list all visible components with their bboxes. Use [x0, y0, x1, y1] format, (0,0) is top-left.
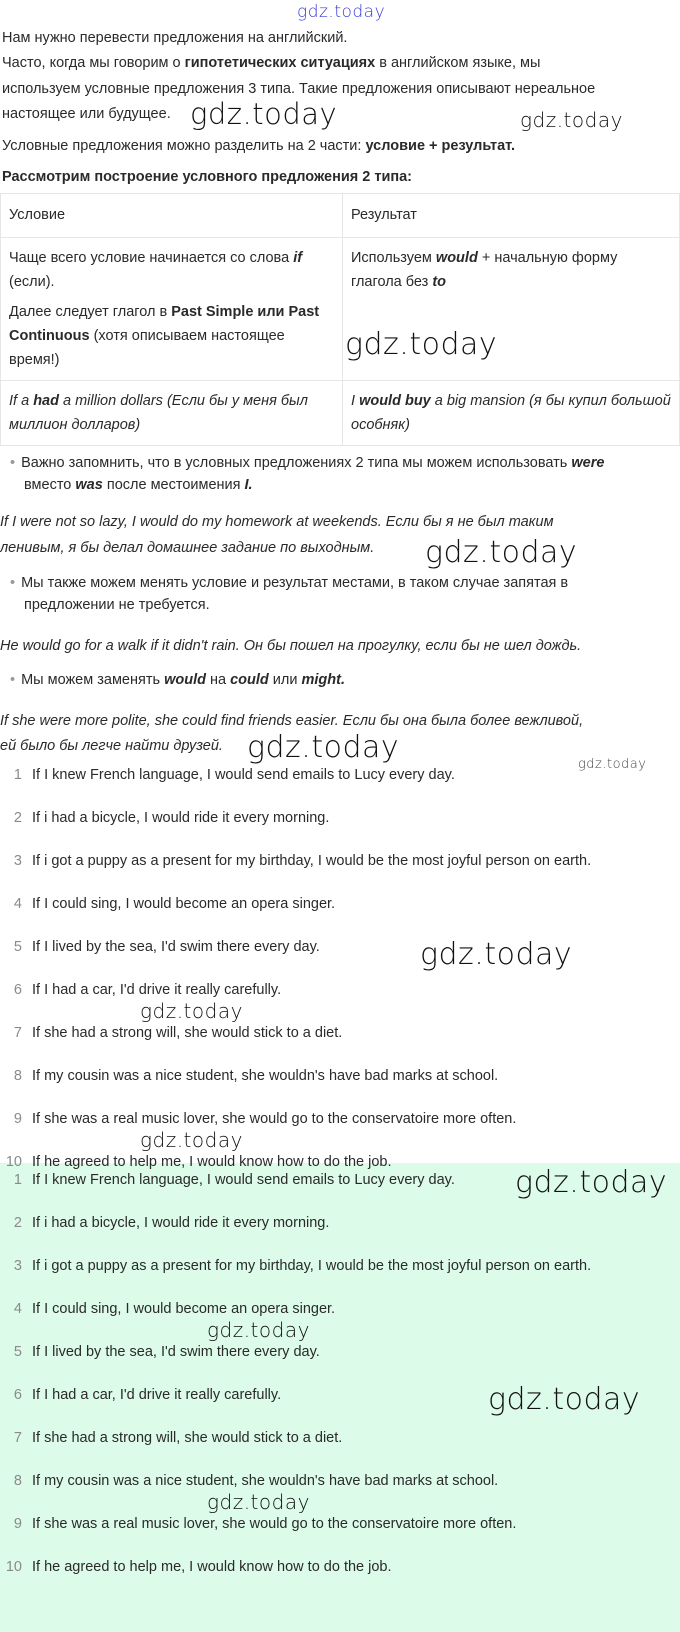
- item-text: If i got a puppy as a present for my birthday, I would be the most joyful person on earth.: [32, 1258, 592, 1274]
- result-example: I would buy a big mansion (я бы купил большой особняк): [343, 381, 680, 446]
- condition-cell: Чаще всего условие начинается со слова if (если). Далее следует глагол в Past Simple или Past Continuous (хотя описываем настоящее время!): [1, 238, 343, 381]
- list-item: [0, 851, 591, 871]
- item-number: 6: [13, 1387, 22, 1403]
- watermark: gdz.today: [297, 2, 386, 22]
- item-text: If I could sing, I would become an opera singer.: [32, 1301, 336, 1317]
- item-text: If she had a strong will, she would stick to a diet.: [32, 1025, 343, 1041]
- item-text: If i had a bicycle, I would ride it every morning.: [32, 810, 330, 826]
- example-sentence: ей было бы легче найти друзей.: [0, 738, 223, 754]
- item-text: If she had a strong will, she would stick to a diet.: [32, 1430, 343, 1446]
- intro-paragraph-line2: используем условные предложения 3 типа. Такие предложения описывают нереальное: [2, 81, 596, 97]
- item-text: If I lived by the sea, I'd swim there every day.: [32, 939, 320, 955]
- item-text: If she was a real music lover, she would go to the conservatoire more often.: [32, 1111, 517, 1127]
- item-number: 10: [5, 1154, 22, 1170]
- example-sentence: If I were not so lazy, I would do my homework at weekends. Если бы я не был таким: [0, 514, 554, 530]
- watermark: gdz.today: [207, 1318, 310, 1342]
- list-item: [0, 1342, 320, 1362]
- example-sentence: He would go for a walk if it didn't rain. Он бы пошел на прогулку, если бы не шел дождь.: [0, 638, 582, 654]
- item-number: 8: [13, 1473, 22, 1489]
- item-number: 2: [13, 1215, 22, 1231]
- list-item: [0, 1557, 392, 1577]
- intro-paragraph: Часто, когда мы говорим о гипотетических ситуациях в английском языке, мы: [2, 55, 541, 71]
- header-condition: Условие: [1, 194, 343, 238]
- list-item: [0, 894, 335, 914]
- item-text: If I had a car, I'd drive it really carefully.: [32, 1387, 282, 1403]
- watermark: gdz.today: [425, 535, 578, 570]
- rules-table: [0, 193, 680, 446]
- item-text: If I could sing, I would become an opera singer.: [32, 896, 336, 912]
- list-item: [0, 1066, 498, 1086]
- item-number: 10: [5, 1559, 22, 1575]
- list-item: [0, 1023, 342, 1043]
- item-number: 2: [13, 810, 22, 826]
- list-item: [0, 980, 281, 1000]
- item-text: If I knew French language, I would send emails to Lucy every day.: [32, 767, 455, 783]
- item-text: If he agreed to help me, I would know how to do the job.: [32, 1559, 392, 1575]
- item-number: 8: [13, 1068, 22, 1084]
- item-number: 3: [13, 1258, 22, 1274]
- item-number: 5: [13, 939, 22, 955]
- item-number: 6: [13, 982, 22, 998]
- list-item: [0, 1385, 281, 1405]
- list-item: [0, 1170, 455, 1190]
- result-cell: Используем would + начальную форму глагола без to: [343, 238, 680, 381]
- item-number: 1: [13, 1172, 22, 1188]
- list-item: [0, 1428, 342, 1448]
- item-text: If my cousin was a nice student, she wouldn's have bad marks at school.: [32, 1068, 499, 1084]
- list-item: [0, 1256, 591, 1276]
- item-number: 1: [13, 767, 22, 783]
- item-number: 4: [13, 896, 22, 912]
- parts-paragraph: Условные предложения можно разделить на 2 части: условие + результат.: [2, 138, 516, 154]
- watermark: gdz.today: [345, 327, 498, 362]
- item-number: 5: [13, 1344, 22, 1360]
- item-number: 7: [13, 1025, 22, 1041]
- watermark: gdz.today: [420, 937, 573, 972]
- item-number: 9: [13, 1516, 22, 1532]
- note-bullet: • Мы также можем менять условие и результат местами, в таком случае запятая в предложении не требуется.: [10, 575, 569, 613]
- item-text: If he agreed to help me, I would know how to do the job.: [32, 1154, 392, 1170]
- note-bullet: • Мы можем заменять would на could или might.: [10, 672, 345, 688]
- list-item: [0, 1152, 392, 1172]
- note-bullet: • Важно запомнить, что в условных предложениях 2 типа мы можем использовать were вместо was после местоимения I.: [10, 455, 605, 493]
- watermark: gdz.today: [247, 730, 400, 765]
- watermark: gdz.today: [207, 1490, 310, 1514]
- item-text: If i had a bicycle, I would ride it every morning.: [32, 1215, 330, 1231]
- list-item: [0, 1299, 335, 1319]
- item-text: If my cousin was a nice student, she wouldn's have bad marks at school.: [32, 1473, 499, 1489]
- item-number: 7: [13, 1430, 22, 1446]
- item-text: If she was a real music lover, she would go to the conservatoire more often.: [32, 1516, 517, 1532]
- example-sentence: ленивым, я бы делал домашнее задание по выходным.: [0, 540, 375, 556]
- header-result: Результат: [343, 194, 680, 238]
- item-text: If I lived by the sea, I'd swim there every day.: [32, 1344, 320, 1360]
- watermark: gdz.today: [520, 108, 623, 132]
- example-sentence: If she were more polite, she could find friends easier. Если бы она была более вежливой,: [0, 713, 584, 729]
- item-text: If I knew French language, I would send emails to Lucy every day.: [32, 1172, 455, 1188]
- item-text: If I had a car, I'd drive it really carefully.: [32, 982, 282, 998]
- watermark: gdz.today: [488, 1382, 641, 1417]
- watermark: gdz.today: [190, 97, 338, 131]
- watermark: gdz.today: [515, 1165, 668, 1200]
- watermark: gdz.today: [140, 1128, 243, 1152]
- list-item: [0, 765, 455, 785]
- item-number: 9: [13, 1111, 22, 1127]
- intro-paragraph-line3: настоящее или будущее.: [2, 106, 171, 122]
- watermark: gdz.today: [578, 757, 647, 772]
- list-item: [0, 1471, 498, 1491]
- item-number: 3: [13, 853, 22, 869]
- list-item: [0, 1514, 516, 1534]
- item-number: 4: [13, 1301, 22, 1317]
- list-item: [0, 1109, 516, 1129]
- watermark: gdz.today: [140, 999, 243, 1023]
- list-item: [0, 1213, 329, 1233]
- intro-line: Нам нужно перевести предложения на английский.: [2, 30, 348, 46]
- list-item: [0, 937, 320, 957]
- item-text: If i got a puppy as a present for my birthday, I would be the most joyful person on earth.: [32, 853, 592, 869]
- condition-example: If a had a million dollars (Если бы у меня был миллион долларов): [1, 381, 343, 446]
- list-item: [0, 808, 329, 828]
- section-heading: Рассмотрим построение условного предложения 2 типа:: [2, 169, 413, 185]
